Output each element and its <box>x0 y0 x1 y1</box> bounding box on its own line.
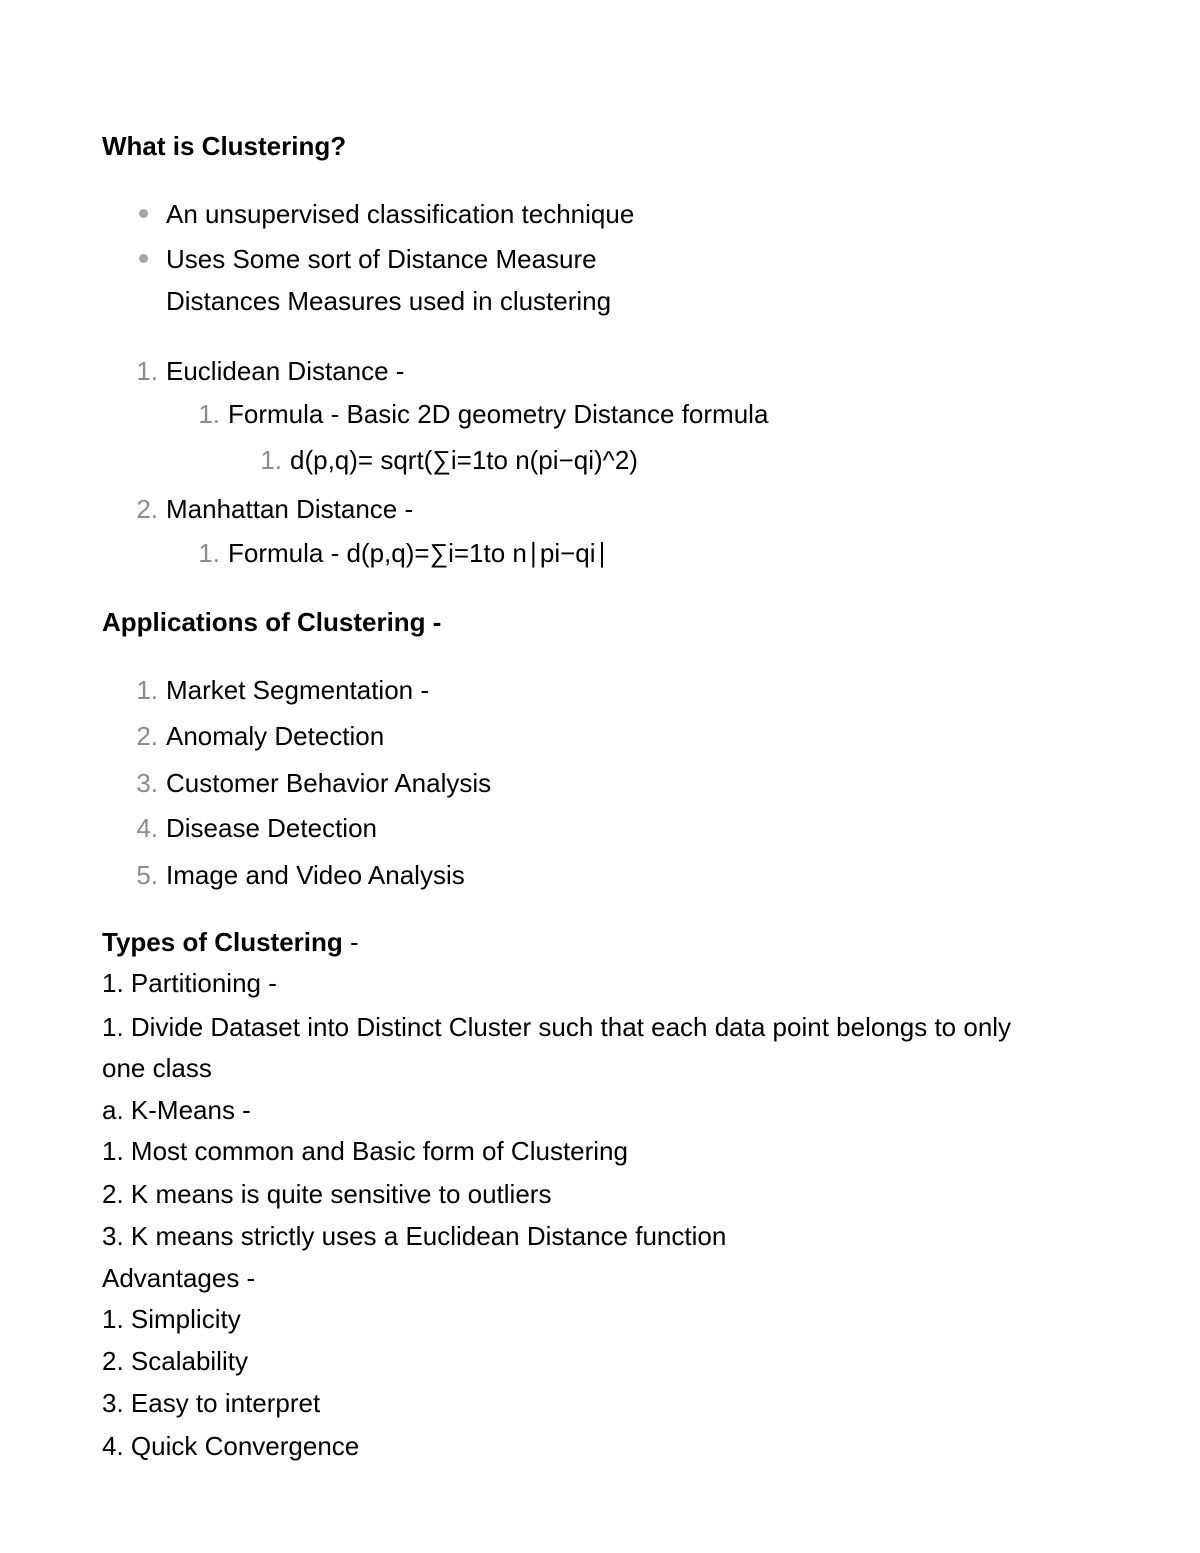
list-number: 1. <box>198 399 220 429</box>
list-number: 2. <box>136 494 158 524</box>
text-line: one class <box>102 1053 212 1083</box>
text-line: 1. Divide Dataset into Distinct Cluster such that each data point belongs to only <box>102 1012 1012 1042</box>
bullet-item: Uses Some sort of Distance Measure <box>166 244 597 274</box>
list-number: 1. <box>260 445 282 475</box>
list-number: 1. <box>136 356 158 386</box>
heading-types <box>102 926 359 958</box>
application-item: Disease Detection <box>166 813 377 843</box>
text-line: 4. Quick Convergence <box>102 1431 360 1461</box>
heading-applications: Applications of Clustering - <box>102 607 442 637</box>
heading-what-is-clustering: What is Clustering? <box>102 131 347 161</box>
application-item: Market Segmentation - <box>166 675 430 705</box>
text-line: 1. Most common and Basic form of Clustering <box>102 1136 628 1166</box>
text-line: 1. Partitioning - <box>102 968 277 998</box>
list-number: 2. <box>136 721 158 751</box>
application-item: Customer Behavior Analysis <box>166 768 492 798</box>
heading-types-title: Types of Clustering <box>102 927 343 957</box>
list-number: 4. <box>136 813 158 843</box>
bullet-dot-icon <box>139 254 148 263</box>
list-item-formula: Formula - Basic 2D geometry Distance formula <box>228 399 769 429</box>
text-line: 3. Easy to interpret <box>102 1388 321 1418</box>
text-line: 2. K means is quite sensitive to outliers <box>102 1179 552 1209</box>
list-item-manhattan: Manhattan Distance - <box>166 494 414 524</box>
bullet-item: An unsupervised classification technique <box>166 199 635 229</box>
list-number: 1. <box>198 538 220 568</box>
list-number: 5. <box>136 860 158 890</box>
text-line: 1. Simplicity <box>102 1304 241 1334</box>
application-item: Image and Video Analysis <box>166 860 465 890</box>
heading-types-suffix: - <box>342 927 359 957</box>
bullet-continuation: Distances Measures used in clustering <box>166 286 612 316</box>
text-line: a. K-Means - <box>102 1095 251 1125</box>
list-item-euclidean: Euclidean Distance - <box>166 356 405 386</box>
formula-manhattan: Formula - d(p,q)=∑i=1to n∣pi−qi∣ <box>228 538 609 568</box>
text-line: 2. Scalability <box>102 1346 248 1376</box>
bullet-dot-icon <box>139 209 148 218</box>
list-number: 1. <box>136 675 158 705</box>
text-line: 3. K means strictly uses a Euclidean Distance function <box>102 1221 727 1251</box>
application-item: Anomaly Detection <box>166 721 385 751</box>
list-number: 3. <box>136 768 158 798</box>
formula-euclidean: d(p,q)= sqrt(∑i=1to n(pi−qi)^2) <box>290 445 638 475</box>
text-line: Advantages - <box>102 1263 256 1293</box>
